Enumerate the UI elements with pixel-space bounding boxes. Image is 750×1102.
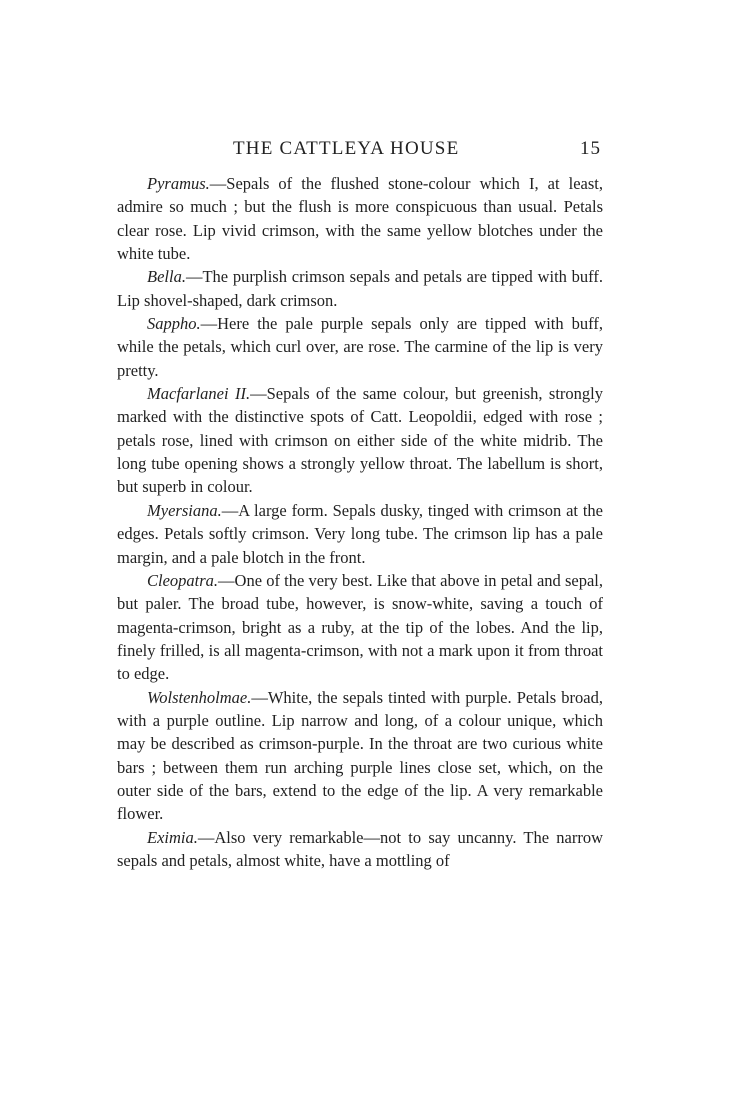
paragraph-text: —Sepals of the same colour, but greenish, strongly marked with the distinctive spots of Catt. Leopoldii, edged with rose ; petals rose, lined with crimson on either side of the white midrib. The long tube opening shows a strongly yellow throat. The labellum is short, but superb in colour. bbox=[117, 384, 603, 497]
paragraph-bella bbox=[117, 265, 603, 312]
paragraph-text: —Sepals of the flushed stone-colour which I, at least, admire so much ; but the flush is more conspicuous than usual. Petals clear rose. Lip vivid crimson, with the same yellow blotches under the white tube. bbox=[117, 174, 603, 264]
paragraph-text: —White, the sepals tinted with purple. Petals broad, with a purple outline. Lip narrow and long, of a colour unique, which may be described as crimson-purple. In the throat are two curious white bars ; between them run arching purple lines close set, which, on the outer side of the bars, extend to the edge of the lip. A very remarkable flower. bbox=[117, 687, 603, 824]
orchid-name: Cleopatra. bbox=[147, 570, 219, 590]
paragraph-eximia bbox=[117, 826, 603, 873]
paragraph-text: —Here the pale purple sepals only are tipped with buff, while the petals, which curl over, are rose. The carmine of the lip is very pretty. bbox=[117, 314, 603, 380]
paragraph-text: —The purplish crimson sepals and petals are tipped with buff. Lip shovel-shaped, dark crimson. bbox=[117, 267, 603, 310]
page-header bbox=[117, 136, 601, 166]
paragraph-sappho bbox=[117, 312, 603, 382]
paragraph-myersiana bbox=[117, 499, 603, 569]
paragraph-text: —Also very remarkable—not to say uncanny. The narrow sepals and petals, almost white, have a mottling of bbox=[117, 827, 603, 870]
orchid-name: Macfarlanei II. bbox=[147, 384, 251, 404]
orchid-name: Pyramus. bbox=[147, 174, 210, 193]
paragraph-text: —One of the very best. Like that above in petal and sepal, but paler. The broad tube, however, is snow-white, saving a touch of magenta-crimson, bright as a ruby, at the tip of the lobes. And the lip, finely frilled, is all magenta-crimson, with not a mark upon it from throat to edge. bbox=[117, 570, 603, 684]
paragraph-text: —A large form. Sepals dusky, tinged with crimson at the edges. Petals softly crimson. Very long tube. The crimson lip has a pale margin, and a pale blotch in the front. bbox=[117, 500, 603, 567]
body-text bbox=[117, 172, 603, 872]
paragraph-pyramus bbox=[117, 172, 603, 265]
page-number: 15 bbox=[580, 138, 601, 159]
orchid-name: Bella. bbox=[147, 267, 186, 287]
paragraph-wolstenholmae bbox=[117, 686, 603, 826]
paragraph-macfarlanei bbox=[117, 382, 603, 499]
orchid-name: Wolstenholmae. bbox=[147, 687, 252, 707]
running-head: THE CATTLEYA HOUSE bbox=[233, 138, 460, 159]
paragraph-cleopatra bbox=[117, 569, 603, 686]
orchid-name: Myersiana. bbox=[147, 500, 222, 520]
orchid-name: Sappho. bbox=[147, 314, 201, 334]
orchid-name: Eximia. bbox=[147, 827, 198, 847]
